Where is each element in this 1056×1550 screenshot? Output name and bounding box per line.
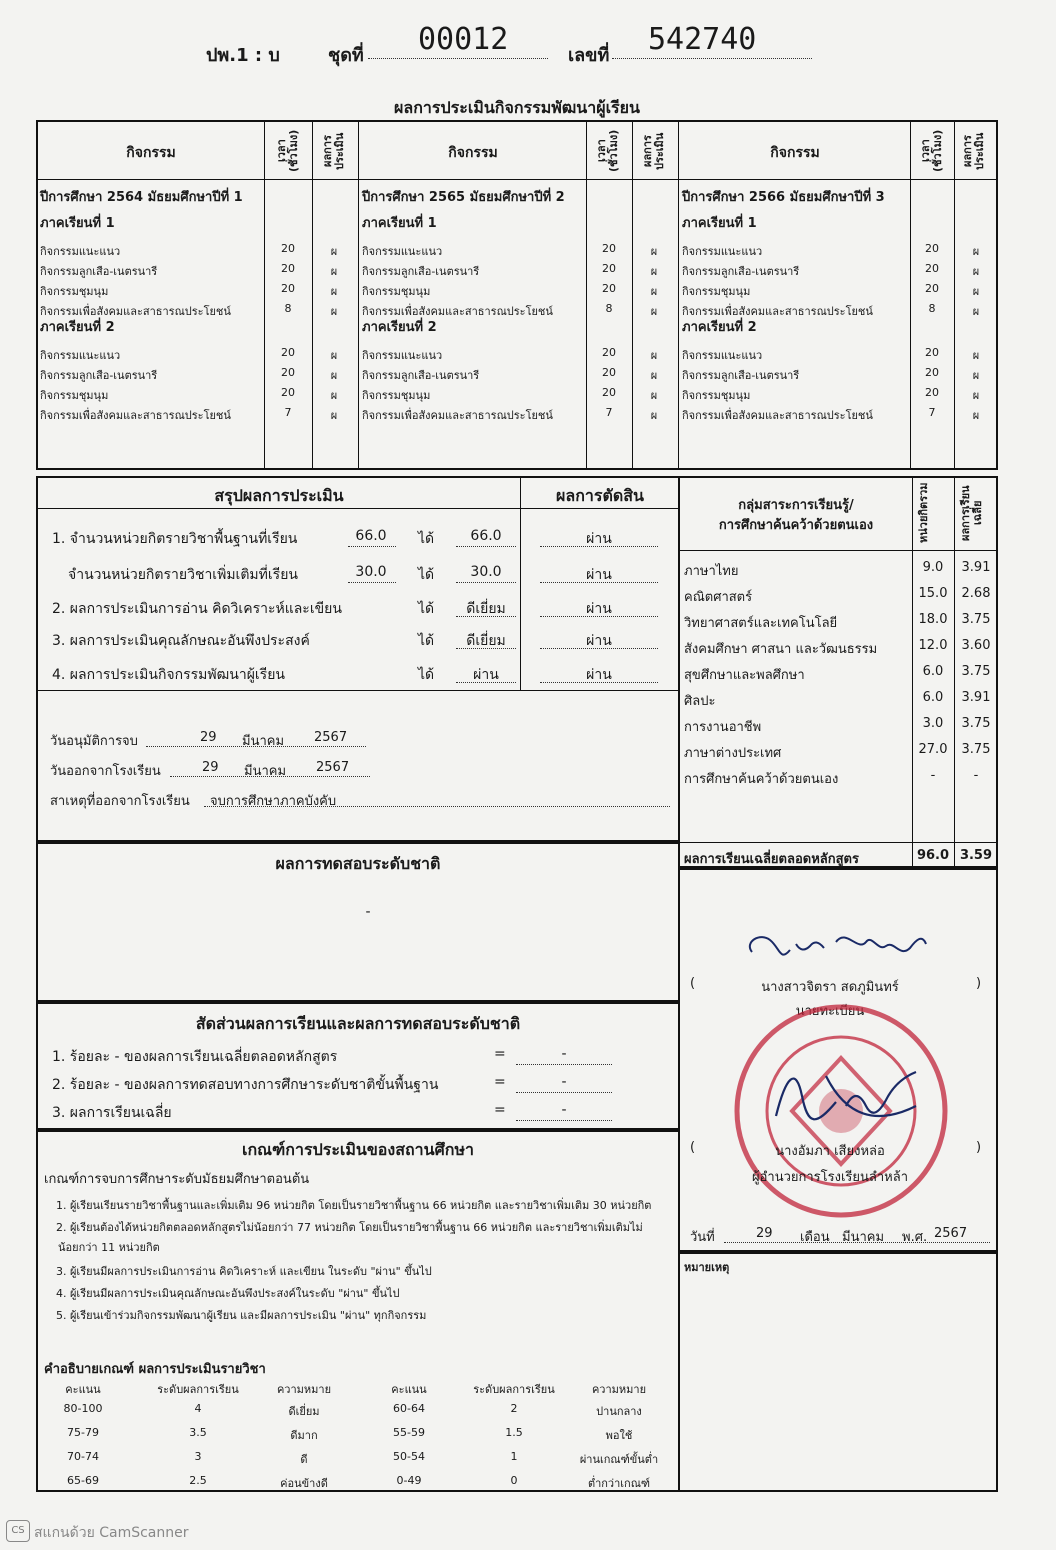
col-activity-1: กิจกรรม bbox=[126, 145, 176, 161]
sig1-paren-close: ) bbox=[976, 976, 982, 991]
activity-result: ผ bbox=[650, 265, 658, 278]
subject-grade: 3.60 bbox=[961, 638, 991, 653]
leave-month: มีนาคม bbox=[244, 764, 287, 779]
ratio-dotline bbox=[516, 1092, 612, 1093]
activity-result: ผ bbox=[330, 305, 338, 318]
year-title: ปีการศึกษา 2565 มัธยมศึกษาปีที่ 2 bbox=[362, 190, 565, 205]
date-month: มีนาคม bbox=[842, 1230, 885, 1245]
ratio-equals: = bbox=[494, 1074, 506, 1090]
activity-name: กิจกรรมแนะแนว bbox=[682, 349, 763, 362]
col-result-3: ผลการประเมิน bbox=[961, 132, 986, 170]
activity-result: ผ bbox=[650, 245, 658, 258]
activity-result: ผ bbox=[650, 305, 658, 318]
semester-2-label: ภาคเรียนที่ 2 bbox=[682, 320, 757, 335]
activity-name: กิจกรรมชุมนุม bbox=[362, 389, 431, 402]
grade-cell: 55-59 bbox=[393, 1426, 425, 1439]
sig2-role: ผู้อำนวยการโรงเรียนลำหล้า bbox=[751, 1170, 909, 1185]
activity-hours: 8 bbox=[284, 302, 292, 315]
activity-name: กิจกรรมแนะแนว bbox=[362, 349, 443, 362]
summary-got-label: ได้ bbox=[418, 531, 435, 547]
grade-cell: 4 bbox=[194, 1402, 202, 1415]
activity-result: ผ bbox=[972, 245, 980, 258]
subject-name: ภาษาไทย bbox=[684, 564, 739, 579]
activity-result: ผ bbox=[972, 349, 980, 362]
sig1-role: นายทะเบียน bbox=[795, 1004, 865, 1019]
summary-row-label: 3. ผลการประเมินคุณลักษณะอันพึงประสงค์ bbox=[52, 633, 310, 649]
col-result-1: ผลการประเมิน bbox=[321, 132, 346, 170]
activity-name: กิจกรรมเพื่อสังคมและสาธารณประโยชน์ bbox=[682, 305, 873, 318]
activity-hours: 20 bbox=[925, 346, 939, 359]
criteria-item: 3. ผู้เรียนมีผลการประเมินการอ่าน คิดวิเคราะห์ และเขียน ในระดับ "ผ่าน" ขึ้นไป bbox=[56, 1265, 432, 1278]
activity-result: ผ bbox=[330, 349, 338, 362]
activity-hours: 20 bbox=[925, 366, 939, 379]
grade-header: ความหมาย bbox=[591, 1383, 647, 1396]
col-time-1: เวลา (ชั่วโมง) bbox=[275, 129, 300, 173]
sig2-paren-close: ) bbox=[976, 1140, 982, 1155]
leave-label: วันออกจากโรงเรียน bbox=[50, 764, 161, 779]
subjects-title-1: กลุ่มสาระการเรียนรู้/ bbox=[738, 498, 854, 513]
summary-dotline-3 bbox=[540, 682, 658, 683]
grade-cell: ดี bbox=[300, 1453, 308, 1466]
col-result-2: ผลการประเมิน bbox=[641, 132, 666, 170]
grade-cell: 65-69 bbox=[67, 1474, 99, 1487]
activity-name: กิจกรรมลูกเสือ-เนตรนารี bbox=[682, 369, 800, 382]
grade-cell: ผ่านเกณฑ์ขั้นต่ำ bbox=[579, 1453, 659, 1466]
summary-dotline-3 bbox=[540, 582, 658, 583]
summary-dotline-2 bbox=[456, 582, 516, 583]
ratio-value: - bbox=[561, 1102, 567, 1118]
activity-result: ผ bbox=[972, 389, 980, 402]
activity-hours: 7 bbox=[284, 406, 292, 419]
subject-credit: - bbox=[930, 768, 936, 783]
activity-result: ผ bbox=[330, 409, 338, 422]
activity-name: กิจกรรมชุมนุม bbox=[40, 285, 109, 298]
grade-cell: ดีมาก bbox=[290, 1429, 318, 1442]
summary-verdict: ผ่าน bbox=[586, 601, 612, 617]
year-title: ปีการศึกษา 2566 มัธยมศึกษาปีที่ 3 bbox=[682, 190, 885, 205]
ratio-title: สัดส่วนผลการเรียนและผลการทดสอบระดับชาติ bbox=[195, 1014, 521, 1033]
semester-1-label: ภาคเรียนที่ 1 bbox=[40, 216, 115, 231]
grade-cell: 2 bbox=[510, 1402, 518, 1415]
grade-cell: 80-100 bbox=[63, 1402, 103, 1415]
activity-name: กิจกรรมแนะแนว bbox=[40, 349, 121, 362]
activity-result: ผ bbox=[330, 285, 338, 298]
verdict-title: ผลการตัดสิน bbox=[556, 486, 644, 505]
activity-name: กิจกรรมเพื่อสังคมและสาธารณประโยชน์ bbox=[40, 409, 231, 422]
subject-name: สังคมศึกษา ศาสนา และวัฒนธรรม bbox=[684, 642, 878, 657]
ratio-value: - bbox=[561, 1046, 567, 1062]
semester-1-label: ภาคเรียนที่ 1 bbox=[682, 216, 757, 231]
subject-credit: 15.0 bbox=[918, 586, 948, 601]
subject-name: ภาษาต่างประเทศ bbox=[684, 746, 782, 761]
summary-verdict: ผ่าน bbox=[586, 633, 612, 649]
criteria-item: น้อยกว่า 11 หน่วยกิต bbox=[58, 1241, 160, 1254]
activity-name: กิจกรรมลูกเสือ-เนตรนารี bbox=[40, 265, 158, 278]
ratio-row-label: 1. ร้อยละ - ของผลการเรียนเฉลี่ยตลอดหลักสูตร bbox=[52, 1049, 338, 1065]
activity-hours: 7 bbox=[605, 406, 613, 419]
criteria-subtitle: เกณฑ์การจบการศึกษาระดับมัธยมศึกษาตอนต้น bbox=[44, 1172, 310, 1187]
activities-title: ผลการประเมินกิจกรรมพัฒนาผู้เรียน bbox=[394, 98, 640, 117]
summary-value-2: ดีเยี่ยม bbox=[466, 633, 506, 649]
summary-dotline-2 bbox=[456, 616, 516, 617]
summary-dotline-2 bbox=[456, 546, 516, 547]
col-grade: ผลการเรียนเฉลี่ย bbox=[959, 485, 984, 541]
ratio-equals: = bbox=[494, 1102, 506, 1118]
activity-result: ผ bbox=[972, 409, 980, 422]
col-activity-3: กิจกรรม bbox=[770, 145, 820, 161]
registrar-signature bbox=[740, 922, 950, 978]
camscanner-icon: CS bbox=[6, 1520, 30, 1542]
subject-credit: 12.0 bbox=[918, 638, 948, 653]
activity-result: ผ bbox=[972, 265, 980, 278]
criteria-item: 1. ผู้เรียนเรียนรายวิชาพื้นฐานและเพิ่มเติม 96 หน่วยกิต โดยเป็นรายวิชาพื้นฐาน 66 หน่วยกิต และรายวิชาเพิ่มเติม 30 หน่วยกิต bbox=[56, 1199, 652, 1212]
grade-cell: 3.5 bbox=[189, 1426, 207, 1439]
criteria-item: 2. ผู้เรียนต้องได้หน่วยกิตตลอดหลักสูตรไม่น้อยกว่า 77 หน่วยกิต โดยเป็นรายวิชาพื้นฐาน 66 หน่วยกิต และรายวิชาเพิ่มเติมไม่ bbox=[56, 1221, 643, 1234]
date-label: วันที่ bbox=[690, 1230, 715, 1245]
activity-hours: 20 bbox=[602, 282, 616, 295]
avg-grade: 3.59 bbox=[959, 848, 993, 863]
grade-cell: 1 bbox=[510, 1450, 518, 1463]
subject-credit: 27.0 bbox=[918, 742, 948, 757]
set-number: 00012 bbox=[418, 22, 509, 57]
summary-got-label: ได้ bbox=[418, 567, 435, 583]
activity-name: กิจกรรมลูกเสือ-เนตรนารี bbox=[362, 265, 480, 278]
set-label: ชุดที่ bbox=[328, 45, 364, 66]
activity-hours: 8 bbox=[605, 302, 613, 315]
remark-panel bbox=[678, 1252, 998, 1492]
activity-hours: 20 bbox=[602, 366, 616, 379]
criteria-title: เกณฑ์การประเมินของสถานศึกษา bbox=[242, 1140, 474, 1159]
subjects-title-2: การศึกษาค้นคว้าด้วยตนเอง bbox=[718, 518, 874, 533]
activity-hours: 7 bbox=[928, 406, 936, 419]
activity-hours: 20 bbox=[281, 366, 295, 379]
subject-grade: 3.91 bbox=[961, 560, 991, 575]
subject-credit: 9.0 bbox=[922, 560, 944, 575]
grade-cell: 60-64 bbox=[393, 1402, 425, 1415]
grade-cell: พอใช้ bbox=[605, 1429, 633, 1442]
activity-name: กิจกรรมลูกเสือ-เนตรนารี bbox=[40, 369, 158, 382]
activity-hours: 8 bbox=[928, 302, 936, 315]
avg-label: ผลการเรียนเฉลี่ยตลอดหลักสูตร bbox=[684, 852, 859, 867]
activity-name: กิจกรรมแนะแนว bbox=[682, 245, 763, 258]
summary-got-label: ได้ bbox=[418, 667, 435, 683]
activity-name: กิจกรรมชุมนุม bbox=[682, 285, 751, 298]
activity-name: กิจกรรมเพื่อสังคมและสาธารณประโยชน์ bbox=[362, 409, 553, 422]
summary-verdict: ผ่าน bbox=[586, 667, 612, 683]
activity-result: ผ bbox=[330, 389, 338, 402]
activity-name: กิจกรรมชุมนุม bbox=[682, 389, 751, 402]
year-label: พ.ศ. bbox=[902, 1230, 928, 1245]
col-activity-2: กิจกรรม bbox=[448, 145, 498, 161]
activity-hours: 20 bbox=[281, 242, 295, 255]
doc-number: 542740 bbox=[648, 22, 757, 57]
activity-name: กิจกรรมเพื่อสังคมและสาธารณประโยชน์ bbox=[40, 305, 231, 318]
summary-value-1: 66.0 bbox=[355, 528, 387, 544]
summary-got-label: ได้ bbox=[418, 633, 435, 649]
summary-dotline-1 bbox=[348, 582, 396, 583]
grade-header: ระดับผลการเรียน bbox=[473, 1383, 555, 1396]
grade-cell: ค่อนข้างดี bbox=[280, 1477, 328, 1490]
date-day: 29 bbox=[756, 1226, 773, 1241]
subject-name: การงานอาชีพ bbox=[684, 720, 762, 735]
summary-got-label: ได้ bbox=[418, 601, 435, 617]
activity-hours: 20 bbox=[281, 262, 295, 275]
ratio-dotline bbox=[516, 1120, 612, 1121]
activity-name: กิจกรรมแนะแนว bbox=[40, 245, 121, 258]
summary-dotline-2 bbox=[456, 648, 516, 649]
grade-cell: 50-54 bbox=[393, 1450, 425, 1463]
grade-cell: 70-74 bbox=[67, 1450, 99, 1463]
activity-hours: 20 bbox=[925, 242, 939, 255]
activity-name: กิจกรรมเพื่อสังคมและสาธารณประโยชน์ bbox=[682, 409, 873, 422]
avg-credit: 96.0 bbox=[916, 848, 950, 863]
activity-name: กิจกรรมเพื่อสังคมและสาธารณประโยชน์ bbox=[362, 305, 553, 318]
col-credit: หน่วยกิตรวม bbox=[917, 482, 930, 544]
activity-result: ผ bbox=[972, 305, 980, 318]
ratio-dotline bbox=[516, 1064, 612, 1065]
activity-result: ผ bbox=[650, 369, 658, 382]
activity-name: กิจกรรมแนะแนว bbox=[362, 245, 443, 258]
summary-title: สรุปผลการประเมิน bbox=[214, 486, 344, 505]
summary-value-2: ผ่าน bbox=[473, 667, 499, 683]
activity-hours: 20 bbox=[925, 386, 939, 399]
date-year: 2567 bbox=[934, 1226, 968, 1241]
month-label: เดือน bbox=[800, 1230, 830, 1245]
activity-result: ผ bbox=[650, 389, 658, 402]
year-title: ปีการศึกษา 2564 มัธยมศึกษาปีที่ 1 bbox=[40, 190, 243, 205]
approve-year: 2567 bbox=[314, 730, 348, 745]
summary-value-1: 30.0 bbox=[355, 564, 387, 580]
grade-header: คะแนน bbox=[391, 1383, 427, 1396]
activity-result: ผ bbox=[330, 369, 338, 382]
activity-result: ผ bbox=[650, 349, 658, 362]
grade-header: ระดับผลการเรียน bbox=[157, 1383, 239, 1396]
summary-dotline-3 bbox=[540, 546, 658, 547]
ratio-value: - bbox=[561, 1074, 567, 1090]
activity-result: ผ bbox=[330, 265, 338, 278]
remark-label: หมายเหตุ bbox=[684, 1261, 730, 1274]
director-signature bbox=[756, 1056, 946, 1136]
summary-dotline-2 bbox=[456, 682, 516, 683]
subject-name: คณิตศาสตร์ bbox=[684, 590, 753, 605]
summary-dotline-3 bbox=[540, 616, 658, 617]
activity-hours: 20 bbox=[602, 262, 616, 275]
national-title: ผลการทดสอบระดับชาติ bbox=[275, 854, 441, 873]
activity-hours: 20 bbox=[281, 346, 295, 359]
semester-1-label: ภาคเรียนที่ 1 bbox=[362, 216, 437, 231]
summary-row-label: จำนวนหน่วยกิตรายวิชาเพิ่มเติมที่เรียน bbox=[68, 567, 298, 583]
activity-name: กิจกรรมลูกเสือ-เนตรนารี bbox=[682, 265, 800, 278]
subject-grade: 3.75 bbox=[961, 742, 991, 757]
activity-result: ผ bbox=[650, 285, 658, 298]
summary-value-2: 30.0 bbox=[470, 564, 502, 580]
activity-hours: 20 bbox=[602, 346, 616, 359]
no-label: เลขที่ bbox=[568, 45, 610, 66]
activity-name: กิจกรรมลูกเสือ-เนตรนารี bbox=[362, 369, 480, 382]
subject-credit: 6.0 bbox=[922, 690, 944, 705]
approve-label: วันอนุมัติการจบ bbox=[50, 734, 138, 749]
grade-cell: 1.5 bbox=[505, 1426, 523, 1439]
subject-name: วิทยาศาสตร์และเทคโนโลยี bbox=[684, 616, 838, 631]
activity-result: ผ bbox=[330, 245, 338, 258]
activity-name: กิจกรรมชุมนุม bbox=[362, 285, 431, 298]
activity-name: กิจกรรมชุมนุม bbox=[40, 389, 109, 402]
camscanner-text: สแกนด้วย CamScanner bbox=[34, 1525, 189, 1541]
approve-month: มีนาคม bbox=[242, 734, 285, 749]
grade-cell: 0 bbox=[510, 1474, 518, 1487]
activity-result: ผ bbox=[972, 369, 980, 382]
subject-grade: - bbox=[973, 768, 979, 783]
grade-cell: 0-49 bbox=[396, 1474, 422, 1487]
leave-year: 2567 bbox=[316, 760, 350, 775]
activity-result: ผ bbox=[972, 285, 980, 298]
subject-credit: 3.0 bbox=[922, 716, 944, 731]
summary-dotline-1 bbox=[348, 546, 396, 547]
grade-cell: 3 bbox=[194, 1450, 202, 1463]
criteria-item: 4. ผู้เรียนมีผลการประเมินคุณลักษณะอันพึงประสงค์ในระดับ "ผ่าน" ขึ้นไป bbox=[56, 1287, 400, 1300]
subject-grade: 3.75 bbox=[961, 612, 991, 627]
sig2-paren-open: ( bbox=[690, 1140, 696, 1155]
sig2-name: นางอัมภา เสียงหล่อ bbox=[775, 1144, 885, 1159]
semester-2-label: ภาคเรียนที่ 2 bbox=[40, 320, 115, 335]
semester-2-label: ภาคเรียนที่ 2 bbox=[362, 320, 437, 335]
activity-hours: 20 bbox=[281, 282, 295, 295]
summary-row-label: 2. ผลการประเมินการอ่าน คิดวิเคราะห์และเขียน bbox=[52, 601, 342, 617]
reason-label: สาเหตุที่ออกจากโรงเรียน bbox=[50, 794, 190, 809]
col-time-3: เวลา (ชั่วโมง) bbox=[919, 129, 944, 173]
col-time-2: เวลา (ชั่วโมง) bbox=[595, 129, 620, 173]
grade-header: คะแนน bbox=[65, 1383, 101, 1396]
approve-day: 29 bbox=[200, 730, 217, 745]
subject-grade: 2.68 bbox=[961, 586, 991, 601]
summary-verdict: ผ่าน bbox=[586, 531, 612, 547]
subject-grade: 3.75 bbox=[961, 664, 991, 679]
summary-dotline-3 bbox=[540, 648, 658, 649]
grade-cell: 75-79 bbox=[67, 1426, 99, 1439]
grade-cell: 2.5 bbox=[189, 1474, 207, 1487]
summary-value-2: 66.0 bbox=[470, 528, 502, 544]
ratio-equals: = bbox=[494, 1046, 506, 1062]
summary-verdict: ผ่าน bbox=[586, 567, 612, 583]
subject-name: การศึกษาค้นคว้าด้วยตนเอง bbox=[684, 772, 839, 787]
subject-credit: 18.0 bbox=[918, 612, 948, 627]
grade-cell: ต่ำกว่าเกณฑ์ bbox=[587, 1477, 651, 1490]
ratio-row-label: 3. ผลการเรียนเฉลี่ย bbox=[52, 1105, 172, 1121]
leave-day: 29 bbox=[202, 760, 219, 775]
activity-result: ผ bbox=[650, 409, 658, 422]
activity-hours: 20 bbox=[925, 282, 939, 295]
activity-hours: 20 bbox=[602, 386, 616, 399]
form-label: ปพ.1 : บ bbox=[206, 45, 280, 66]
activity-hours: 20 bbox=[281, 386, 295, 399]
sig1-name: นางสาวจิตรา สดภูมินทร์ bbox=[761, 980, 899, 995]
subject-name: ศิลปะ bbox=[684, 694, 716, 709]
subject-grade: 3.75 bbox=[961, 716, 991, 731]
subject-credit: 6.0 bbox=[922, 664, 944, 679]
grade-title: คำอธิบายเกณฑ์ ผลการประเมินรายวิชา bbox=[44, 1362, 266, 1377]
national-value: - bbox=[365, 904, 371, 920]
subject-grade: 3.91 bbox=[961, 690, 991, 705]
summary-value-2: ดีเยี่ยม bbox=[466, 601, 506, 617]
grade-header: ความหมาย bbox=[276, 1383, 332, 1396]
criteria-item: 5. ผู้เรียนเข้าร่วมกิจกรรมพัฒนาผู้เรียน และมีผลการประเมิน "ผ่าน" ทุกกิจกรรม bbox=[56, 1309, 427, 1322]
ratio-row-label: 2. ร้อยละ - ของผลการทดสอบทางการศึกษาระดับชาติขั้นพื้นฐาน bbox=[52, 1077, 439, 1093]
activity-hours: 20 bbox=[602, 242, 616, 255]
grade-cell: ปานกลาง bbox=[596, 1405, 642, 1418]
summary-row-label: 1. จำนวนหน่วยกิตรายวิชาพื้นฐานที่เรียน bbox=[52, 531, 298, 547]
summary-row-label: 4. ผลการประเมินกิจกรรมพัฒนาผู้เรียน bbox=[52, 667, 285, 683]
grade-cell: ดีเยี่ยม bbox=[288, 1405, 320, 1418]
activity-hours: 20 bbox=[925, 262, 939, 275]
reason-value: จบการศึกษาภาคบังคับ bbox=[210, 794, 337, 809]
subject-name: สุขศึกษาและพลศึกษา bbox=[684, 668, 805, 683]
sig1-paren-open: ( bbox=[690, 976, 696, 991]
